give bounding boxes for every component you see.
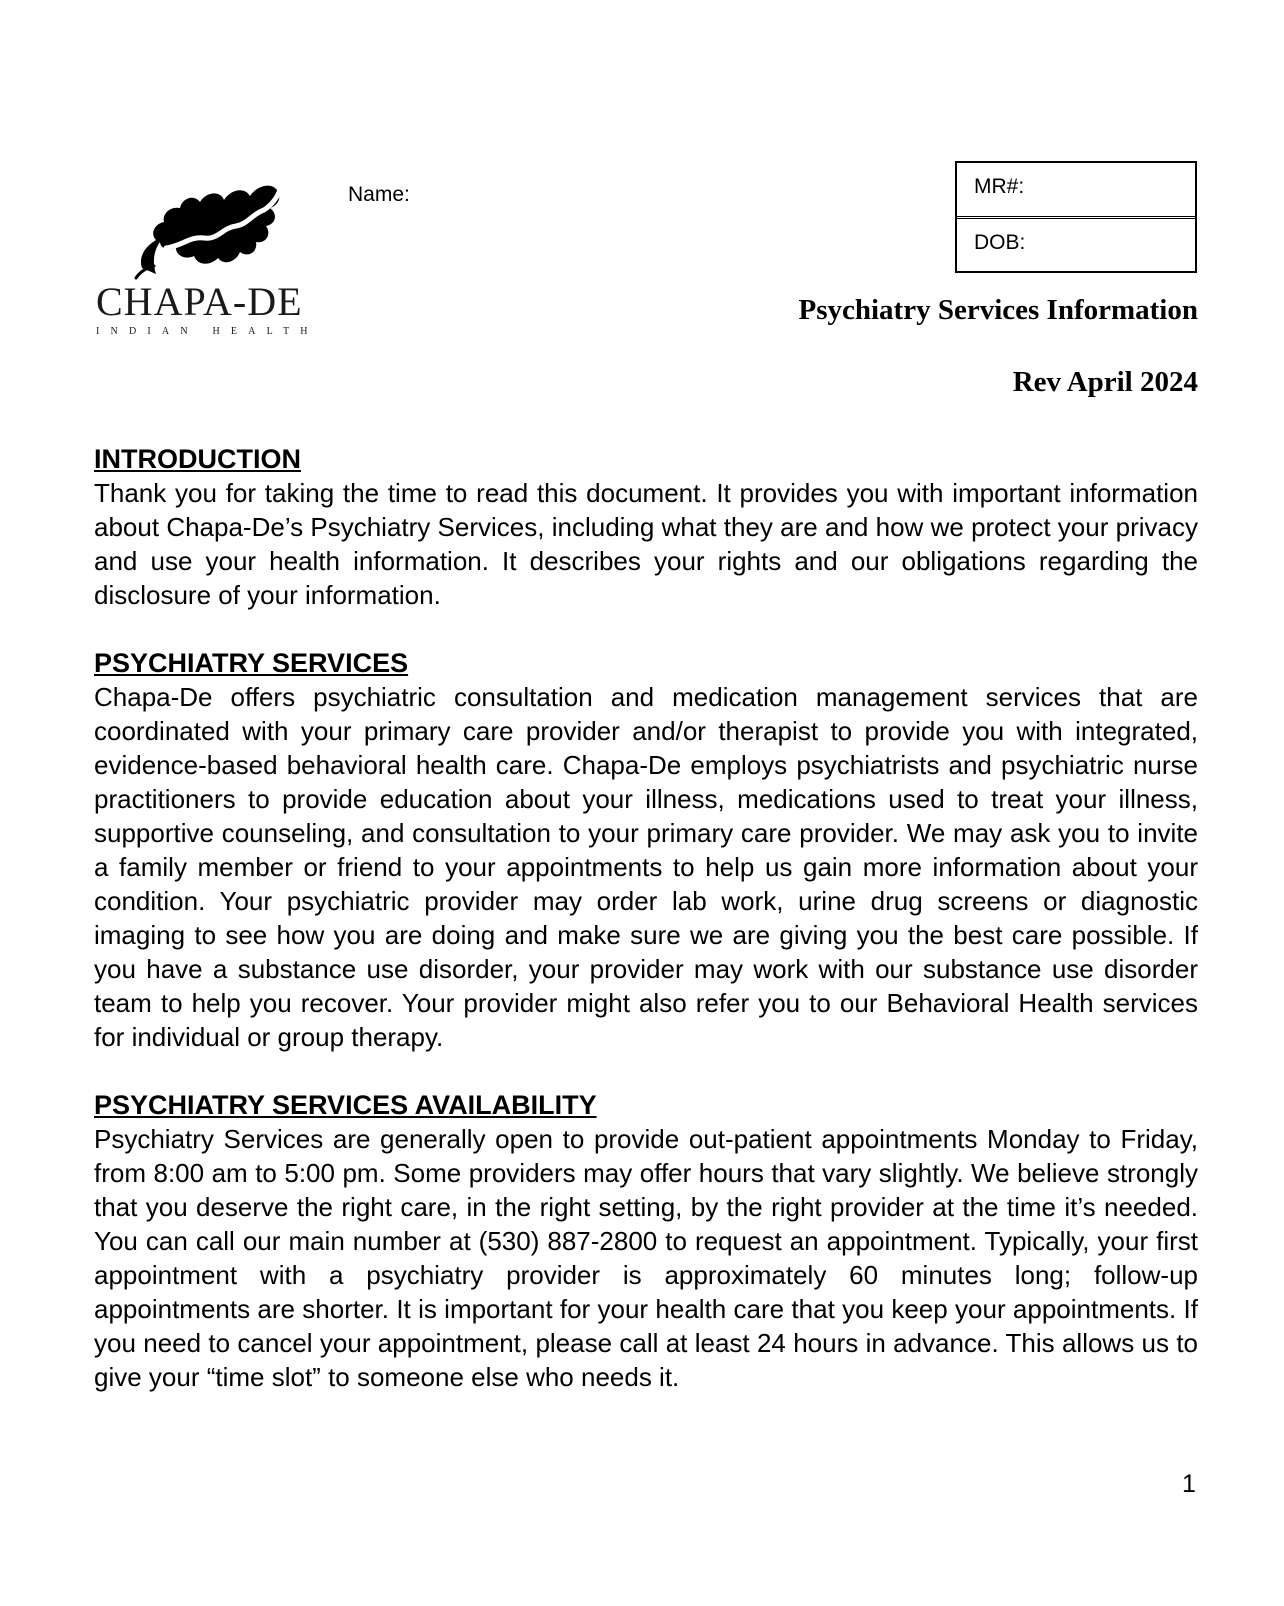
document-title: Psychiatry Services Information [798,294,1198,326]
name-field-label: Name: [348,183,410,206]
logo-tagline: INDIAN HEALTH [96,326,319,337]
section-heading: PSYCHIATRY SERVICES [94,648,409,678]
section-heading: INTRODUCTION [94,444,301,474]
oak-leaf-with-river-icon [130,176,284,280]
page-number: 1 [1182,1470,1196,1498]
section-psychiatry-services [94,646,1198,1054]
chapa-de-logo [96,176,320,346]
document-revision: Rev April 2024 [1012,366,1198,398]
mr-number-label: MR#: [974,175,1025,198]
section-introduction [94,442,1198,612]
dob-field [957,219,1195,273]
section-heading: PSYCHIATRY SERVICES AVAILABILITY [94,1090,597,1120]
section-paragraph: Chapa-De offers psychiatric consultation and medication management services that are coordinated with your primary care provider and/or therapist to provide you with integrated, evidence-based behavioral health care. Chapa-De employs psychiatrists and psychiatric nurse practitioners to provide education about your illness, medications used to treat your illness, supportive counseling, and consultation to your primary care provider. We may ask you to invite a family member or friend to your appointments to help us gain more information about your condition. Your psychiatric provider may order lab work, urine drug screens or diagnostic imaging to see how you are doing and make sure we are giving you the best care possible. If you have a substance use disorder, your provider may work with our substance use disorder team to help you recover. Your provider might also refer you to our Behavioral Health services for individual or group therapy. [94,682,1198,1052]
section-availability [94,1088,1198,1394]
logo-wordmark: CHAPA-DE [96,279,303,324]
section-paragraph: Psychiatry Services are generally open to provide out-patient appointments Monday to Friday, from 8:00 am to 5:00 pm. Some providers may offer hours that vary slightly. We believe strongly that you deserve the right care, in the right setting, by the right provider at the time it’s needed. You can call our main number at (530) 887-2800 to request an appointment. Typically, your first appointment with a psychiatry provider is approximately 60 minutes long; follow-up appointments are shorter. It is important for your health care that you keep your appointments. If you need to cancel your appointment, please call at least 24 hours in advance. This allows us to give your “time slot” to someone else who needs it. [94,1124,1198,1392]
dob-label: DOB: [974,231,1026,254]
section-paragraph: Thank you for taking the time to read this document. It provides you with important information about Chapa-De’s Psychiatry Services, including what they are and how we protect your privacy and use your health information. It describes your rights and our obligations regarding the disclosure of your information. [94,478,1198,610]
patient-id-box [955,161,1197,273]
document-body [94,442,1198,1428]
mr-number-field [957,163,1195,219]
